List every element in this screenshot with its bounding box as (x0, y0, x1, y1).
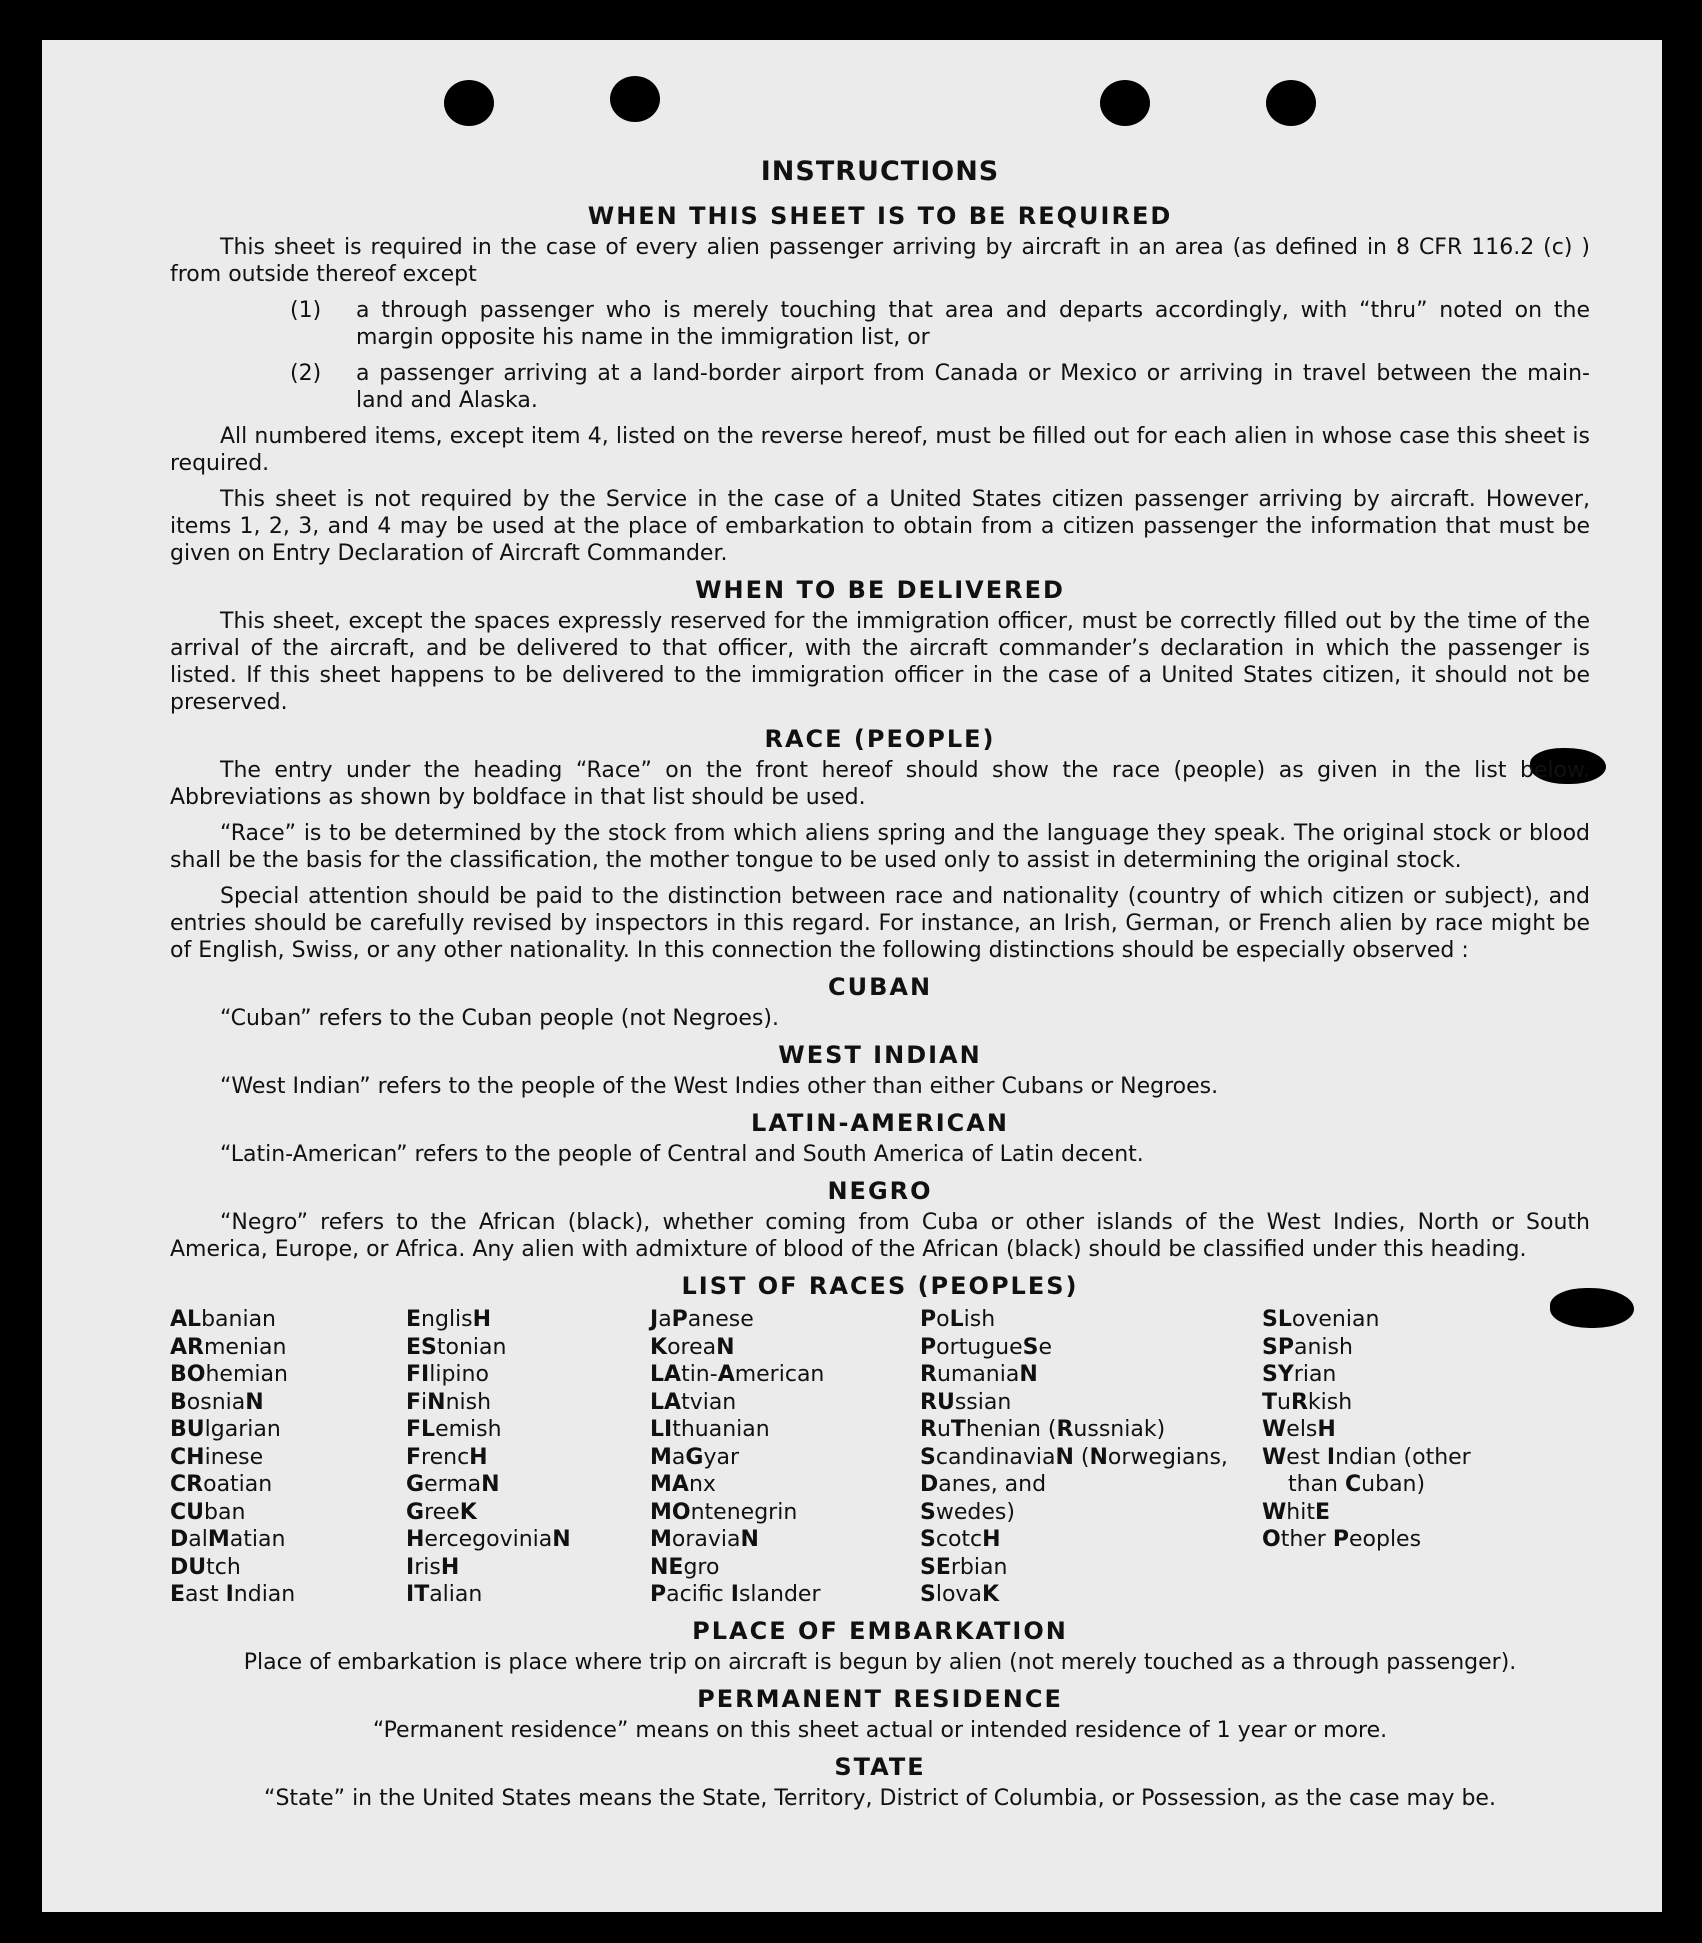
race-column (1262, 1306, 1562, 1609)
race-entry: RuThenian (Russniak) (920, 1417, 1166, 1442)
race-entry: GreeK (406, 1499, 477, 1525)
race-entry: East Indian (170, 1582, 296, 1607)
race-entry: GermaN (406, 1472, 500, 1497)
section-heading: LIST OF RACES (PEOPLES) (681, 1272, 1079, 1300)
list-item (170, 360, 1590, 414)
race-entry: LAtvian (650, 1389, 737, 1415)
section-heading: PERMANENT RESIDENCE (697, 1684, 1063, 1713)
race-list (170, 1306, 1590, 1609)
document-page (42, 40, 1662, 1912)
paragraph: “State” in the United States means the State, Territory, District of Columbia, or Possession, as the case may be. (264, 1785, 1496, 1811)
race-entry: ITalian (406, 1582, 483, 1607)
race-column (406, 1306, 650, 1609)
race-entry: BOhemian (170, 1362, 288, 1387)
race-entry: West Indian (other (1262, 1444, 1471, 1470)
item-number: (1) (290, 298, 322, 323)
race-entry: LIthuanian (650, 1417, 770, 1442)
item-number: (2) (290, 361, 322, 386)
paragraph: Place of embarkation is place where trip on aircraft is begun by alien (not merely touched as a through passenger). (243, 1649, 1517, 1675)
paragraph: “West Indian” refers to the people of the West Indies other than either Cubans or Negroes. (220, 1074, 1219, 1099)
race-entry: Swedes) (920, 1499, 1015, 1525)
section-heading: STATE (834, 1752, 926, 1781)
race-entry: WelsH (1262, 1417, 1336, 1442)
paragraph: Special attention should be paid to the distinction between race and nationality (country of which citizen or subject), and entries should be carefully revised by inspectors in this regard. For instance, an Irish, German, or French alien by race might be of English, Swiss, or any other nationality. In this connection the following distinctions should be especially observed : (170, 884, 1590, 963)
race-entry: ScandinaviaN (Norwegians, (920, 1444, 1228, 1470)
race-entry: TuRkish (1262, 1389, 1353, 1415)
race-entry: CUban (170, 1499, 246, 1525)
race-entry: RUssian (920, 1389, 1012, 1415)
race-entry: MoraviaN (650, 1527, 759, 1552)
instructions-content (170, 156, 1590, 1821)
race-entry: ScotcH (920, 1527, 1001, 1552)
paragraph: “Negro” refers to the African (black), whether coming from Cuba or other islands of the West Indies, North or South America, Europe, or Africa. Any alien with admixture of blood of the African (black) should be classified under this heading. (170, 1210, 1590, 1262)
race-entry: FIlipino (406, 1362, 489, 1387)
punch-hole (1266, 80, 1316, 126)
paragraph: This sheet is required in the case of every alien passenger arriving by aircraft in an area (as defined in 8 CFR 116.2 (c) ) from outside thereof except (170, 235, 1590, 287)
page-title: INSTRUCTIONS (760, 156, 1000, 187)
section-heading: WEST INDIAN (778, 1041, 982, 1069)
race-entry: LAtin-American (650, 1362, 825, 1387)
race-entry: CRoatian (170, 1472, 273, 1497)
race-entry: CHinese (170, 1444, 264, 1470)
paragraph: “Cuban” refers to the Cuban people (not Negroes). (220, 1006, 779, 1031)
race-entry: Pacific Islander (650, 1582, 821, 1607)
item-text: a passenger arriving at a land-border airport from Canada or Mexico or arriving in travel between the main-land and Alaska. (356, 361, 1590, 413)
race-entry: Danes, and (920, 1472, 1047, 1497)
paragraph: The entry under the heading “Race” on the front hereof should show the race (people) as given in the list below. Abbreviations as shown by boldface in that list should be used. (170, 758, 1590, 810)
race-entry: FLemish (406, 1417, 502, 1442)
race-entry: DUtch (170, 1554, 241, 1580)
punch-hole (610, 76, 660, 122)
race-entry: MaGyar (650, 1444, 739, 1470)
race-column (170, 1306, 406, 1609)
race-entry: RumaniaN (920, 1362, 1038, 1387)
race-entry: SLovenian (1262, 1307, 1380, 1332)
race-entry: FiNnish (406, 1389, 492, 1415)
race-entry: SErbian (920, 1554, 1008, 1580)
section-heading: NEGRO (827, 1177, 933, 1205)
paragraph: “Race” is to be determined by the stock from which aliens spring and the language they speak. The original stock or blood shall be the basis for the classification, the mother tongue to be used only to assist in determining the original stock. (170, 821, 1590, 873)
paragraph: All numbered items, except item 4, listed on the reverse hereof, must be filled out for each alien in whose case this sheet is required. (170, 424, 1590, 476)
race-entry: MOntenegrin (650, 1499, 798, 1525)
list-item (170, 297, 1590, 351)
punch-hole (1100, 80, 1150, 126)
race-entry: FrencH (406, 1444, 488, 1470)
race-entry: ARmenian (170, 1334, 287, 1360)
race-entry: DalMatian (170, 1527, 286, 1552)
punch-hole (444, 80, 494, 126)
race-entry: EStonian (406, 1334, 507, 1360)
race-entry: KoreaN (650, 1334, 735, 1360)
section-heading: WHEN THIS SHEET IS TO BE REQUIRED (587, 202, 1173, 230)
race-column (650, 1306, 920, 1609)
race-entry: BUlgarian (170, 1417, 281, 1442)
section-heading: RACE (PEOPLE) (764, 725, 996, 753)
race-entry: EnglisH (406, 1307, 492, 1332)
race-entry: SPanish (1262, 1334, 1353, 1360)
paragraph: “Permanent residence” means on this sheet actual or intended residence of 1 year or more. (372, 1717, 1388, 1743)
paragraph: “Latin-American” refers to the people of Central and South America of Latin decent. (220, 1142, 1144, 1167)
race-entry: PortugueSe (920, 1334, 1053, 1360)
item-text: a through passenger who is merely touching that area and departs accordingly, with “thru” noted on the margin opposite his name in the immigration list, or (356, 298, 1590, 350)
race-entry: HercegoviniaN (406, 1527, 571, 1552)
race-entry: than Cuban) (1288, 1472, 1426, 1497)
section-heading: WHEN TO BE DELIVERED (695, 576, 1065, 604)
race-entry: MAnx (650, 1472, 716, 1497)
race-entry: ALbanian (170, 1307, 276, 1332)
race-entry: BosniaN (170, 1389, 264, 1415)
race-entry: PoLish (920, 1307, 996, 1332)
race-entry: SYrian (1262, 1362, 1337, 1387)
section-heading: LATIN-AMERICAN (751, 1109, 1009, 1137)
race-entry: NEgro (650, 1554, 720, 1580)
paragraph: This sheet is not required by the Service in the case of a United States citizen passenger arriving by aircraft. However, items 1, 2, 3, and 4 may be used at the place of embarkation to obtain from a citizen passenger the information that must be given on Entry Declaration of Aircraft Commander. (170, 487, 1590, 566)
section-heading: PLACE OF EMBARKATION (692, 1616, 1068, 1645)
race-entry: SlovaK (920, 1582, 999, 1607)
paragraph: This sheet, except the spaces expressly reserved for the immigration officer, must be correctly filled out by the time of the arrival of the aircraft, and be delivered to that officer, with the aircraft commander’s declaration in which the passenger is listed. If this sheet happens to be delivered to the immigration officer in the case of a United States citizen, it should not be preserved. (170, 609, 1590, 715)
race-entry: WhitE (1262, 1499, 1330, 1525)
race-column (920, 1306, 1262, 1609)
race-entry: IrisH (406, 1554, 460, 1580)
race-entry: Other Peoples (1262, 1527, 1422, 1552)
race-entry: JaPanese (650, 1307, 754, 1332)
section-heading: CUBAN (827, 973, 933, 1001)
